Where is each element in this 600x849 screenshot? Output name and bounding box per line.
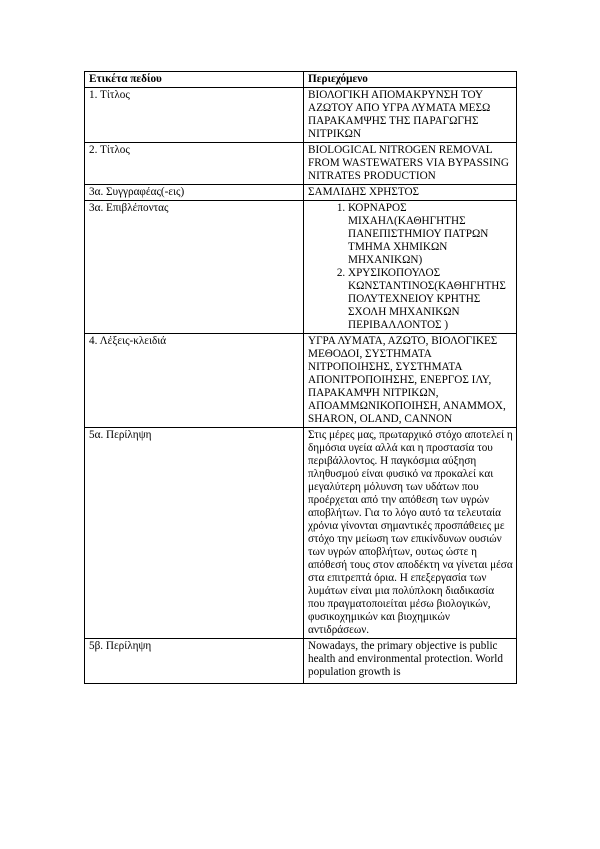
field-label-header: Ετικέτα πεδίου (85, 72, 304, 88)
abstract-english (304, 639, 517, 684)
list-item: 2. ΧΡΥΣΙΚΟΠΟΥΛΟΣ ΚΩΝΣΤΑΝΤΙΝΟΣ(ΚΑΘΗΓΗΤΗΣ ΠΟΛΥΤΕΧΝΕΙΟΥ ΚΡΗΤΗΣ ΣΧΟΛΗ ΜΗΧΑΝΙΚΩΝ ΠΕΡΙΒΑΛΛΟΝΤΟΣ ) (348, 267, 513, 332)
content-header: Περιεχόμενο (304, 72, 517, 88)
row-label: 4. Λέξεις-κλειδιά (85, 334, 304, 428)
row-label: 5β. Περίληψη (85, 639, 304, 684)
table-row (85, 88, 517, 143)
table-row (85, 185, 517, 201)
row-value: ΒΙΟΛΟΓΙΚΗ ΑΠΟΜΑΚΡΥΝΣΗ ΤΟΥ ΑΖΩΤΟΥ ΑΠΟ ΥΓΡΑ ΛΥΜΑΤΑ ΜΕΣΩ ΠΑΡΑΚΑΜΨΗΣ ΤΗΣ ΠΑΡΑΓΩΓΗΣ ΝΙΤΡΙΚΩΝ (304, 88, 517, 143)
supervisors-list (308, 202, 513, 332)
row-label: 3α. Επιβλέποντας (85, 201, 304, 334)
row-value: BIOLOGICAL NITROGEN REMOVAL FROM WASTEWATERS VIA BYPASSING NITRATES PRODUCTION (304, 143, 517, 185)
row-value: ΣΑΜΛΙΔΗΣ ΧΡΗΣΤΟΣ (304, 185, 517, 201)
row-label: 1. Τίτλος (85, 88, 304, 143)
table-row (85, 428, 517, 639)
abstract-greek: Στις μέρες μας, πρωταρχικό στόχο αποτελεί η δημόσια υγεία αλλά και η προστασία του περιβάλλοντος. Η παγκόσμια αύξηση πληθυσμού είναι φυσικό να προκαλεί και μεγαλύτερη μόλυνση των υδάτων που προέρχεται από την απόθεση των υγρών αποβλήτων. Για το λόγο αυτό τα τελευταία χρόνια γίνονται σημαντικές προσπάθειες με στόχο την μείωση των επικίνδυνων ουσιών των υγρών αποβλήτων, ουτως ώστε η απόθεσή τους στον αποδέκτη να γίνεται μέσα στα επιτρεπτά όρια. Η επεξεργασία των λυμάτων είναι μια πολύπλοκη διαδικασία που πραγματοποιείται μέσω βιολογικών, φυσικοχημικών και βιοχημικών αντιδράσεων. (304, 428, 517, 639)
table-header-row (85, 72, 517, 88)
supervisors-cell (304, 201, 517, 334)
list-item: 1. ΚΟΡΝΑΡΟΣ ΜΙΧΑΗΛ(ΚΑΘΗΓΗΤΗΣ ΠΑΝΕΠΙΣΤΗΜΙΟΥ ΠΑΤΡΩΝ ΤΜΗΜΑ ΧΗΜΙΚΩΝ ΜΗΧΑΝΙΚΩΝ) (348, 202, 513, 267)
table-row (85, 334, 517, 428)
keywords-value: ΥΓΡΑ ΛΥΜΑΤΑ, ΑΖΩΤΟ, ΒΙΟΛΟΓΙΚΕΣ ΜΕΘΟΔΟΙ, ΣΥΣΤΗΜΑΤΑ ΝΙΤΡΟΠΟΙΗΣΗΣ, ΣΥΣΤΗΜΑΤΑ ΑΠΟΝΙΤΡΟΠΟΙΗΣΗΣ, ΕΝΕΡΓΟΣ ΙΛΥ, ΠΑΡΑΚΑΜΨΗ ΝΙΤΡΙΚΩΝ, ΑΠΟΑΜΜΩΝΙΚΟΠΟΙΗΣΗ, ΑΝΑΜΜΟΧ, SHARON, OLAND, CANNON (304, 334, 517, 428)
metadata-table (84, 71, 517, 684)
abstract-english-text: Nowadays, the primary objective is public health and environmental protection. World population growth is (308, 640, 503, 678)
table-row (85, 143, 517, 185)
row-label: 3α. Συγγραφέας(-εις) (85, 185, 304, 201)
row-label: 5α. Περίληψη (85, 428, 304, 639)
table-row (85, 639, 517, 684)
row-label: 2. Τίτλος (85, 143, 304, 185)
table-row (85, 201, 517, 334)
